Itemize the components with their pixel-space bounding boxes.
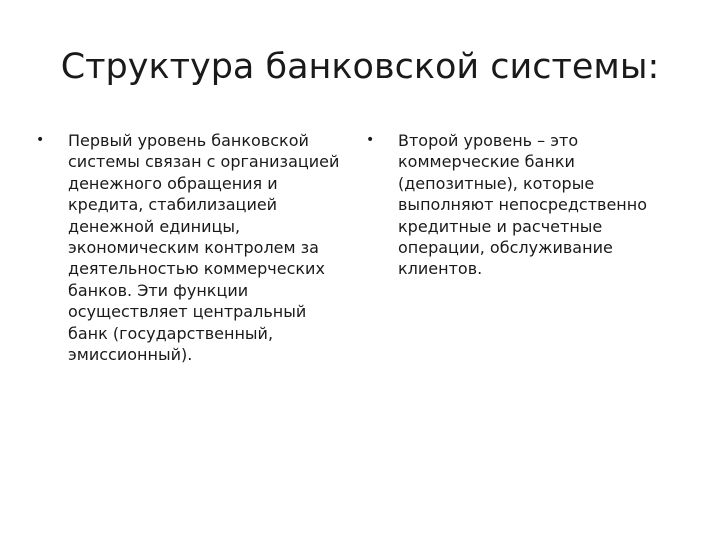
text-line: денежного обращения и <box>68 173 278 193</box>
text-line: кредита, стабилизацией <box>68 195 278 215</box>
text-line: (депозитные), которые <box>398 173 595 193</box>
text-line: системы связан с организацией <box>68 152 340 172</box>
text-line: банков. Эти функции <box>68 280 249 300</box>
right-column <box>366 130 666 280</box>
text-line: операции, обслуживание <box>398 238 613 258</box>
text-line: клиентов. <box>398 259 483 279</box>
bullet-item-first-level <box>36 130 340 365</box>
text-line: Второй уровень – это <box>398 131 579 150</box>
left-column <box>36 130 340 365</box>
slide-title: Структура банковской системы: <box>60 47 660 87</box>
text-line: выполняют непосредственно <box>398 195 648 215</box>
bullet-icon: • <box>36 132 45 148</box>
text-line: осуществляет центральный <box>68 302 307 322</box>
text-line: банк (государственный, <box>68 323 274 343</box>
text-line: денежной единицы, <box>68 216 241 236</box>
text-line: деятельностью коммерческих <box>68 259 325 279</box>
text-line: экономическим контролем за <box>68 238 319 258</box>
bullet-item-second-level <box>366 130 666 280</box>
text-line: кредитные и расчетные <box>398 216 603 236</box>
bullet-icon: • <box>366 132 375 148</box>
text-line: эмиссионный). <box>68 345 193 365</box>
text-line: Первый уровень банковской <box>68 131 309 150</box>
text-line: коммерческие банки <box>398 152 575 172</box>
